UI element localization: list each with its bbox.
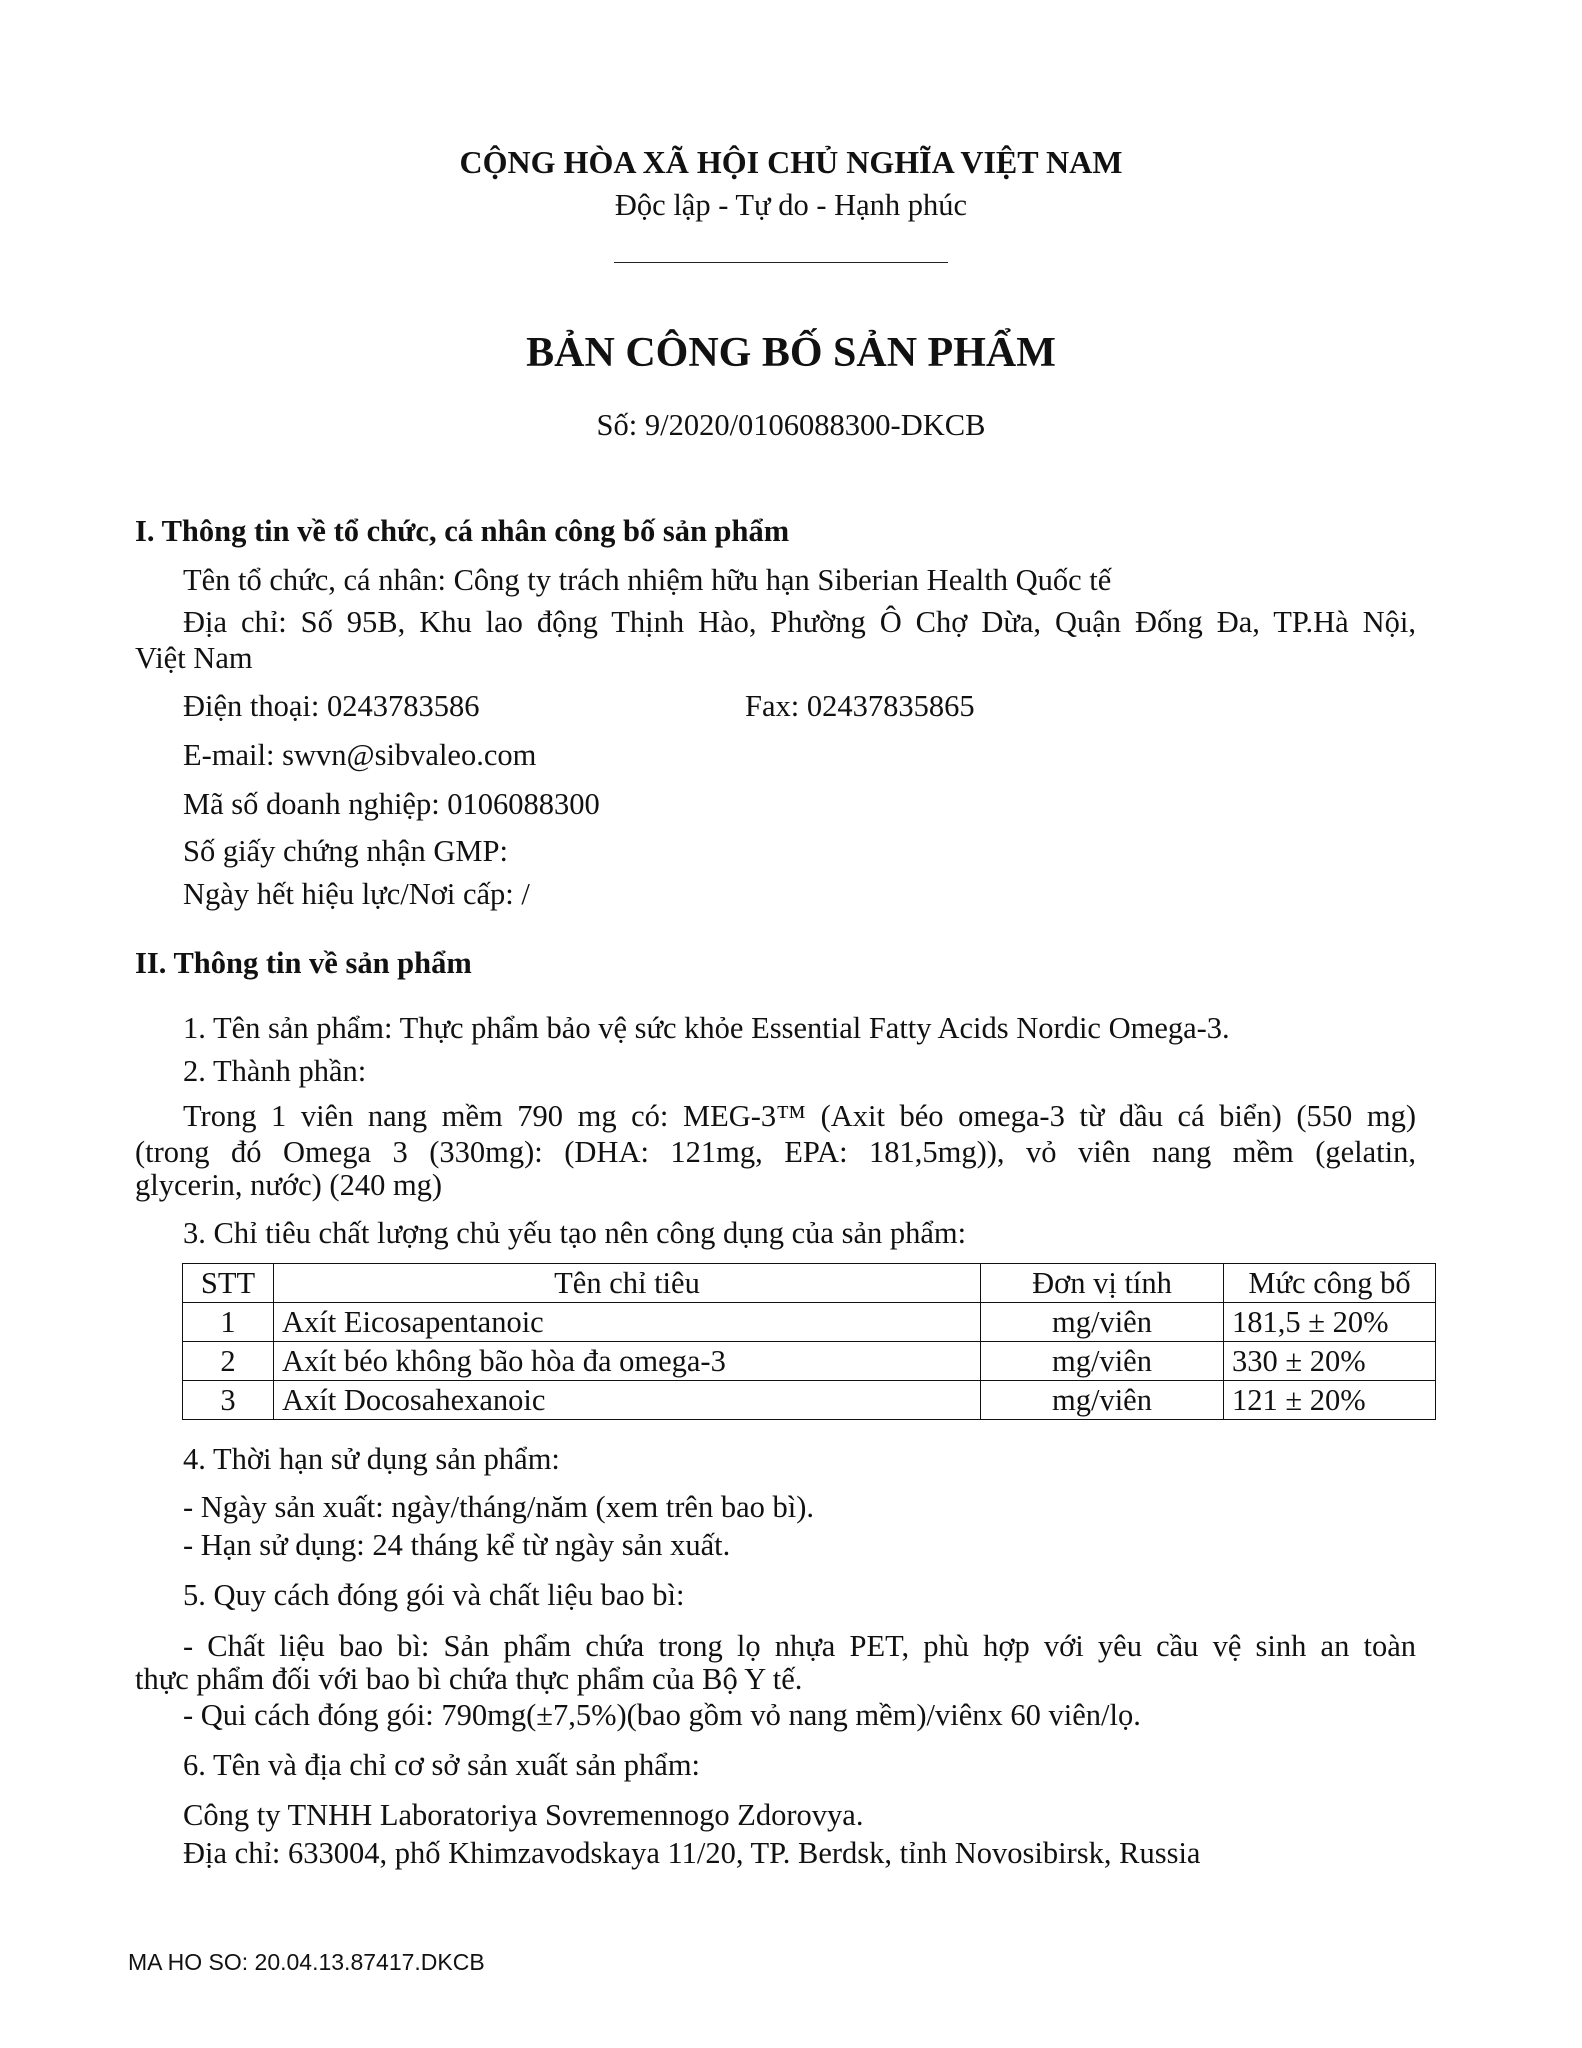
business-code: Mã số doanh nghiệp: 0106088300 [183,787,600,821]
ingredients-line1: Trong 1 viên nang mềm 790 mg có: MEG-3™ (Axit béo omega-3 từ dầu cá biển) (550 mg) [183,1099,1416,1133]
table-header-row [183,1264,1436,1303]
org-name: Tên tổ chức, cá nhân: Công ty trách nhiệm hữu hạn Siberian Health Quốc tế [183,563,1112,597]
section-2-heading: II. Thông tin về sản phẩm [135,946,472,980]
cell-declared-level: 121 ± 20% [1224,1381,1436,1420]
dossier-code: MA HO SO: 20.04.13.87417.DKCB [128,1949,485,1975]
col-header-stt: STT [183,1264,274,1303]
national-title: CỘNG HÒA XÃ HỘI CHỦ NGHĨA VIỆT NAM [459,144,1123,180]
table-row [183,1381,1436,1420]
ingredients-line3: glycerin, nước) (240 mg) [135,1168,443,1202]
org-phone: Điện thoại: 0243783586 [183,689,480,723]
cell-declared-level: 330 ± 20% [1224,1342,1436,1381]
gmp-certificate: Số giấy chứng nhận GMP: [183,834,508,868]
quality-criteria-table [182,1263,1436,1420]
cell-criteria: Axít béo không bão hòa đa omega-3 [274,1342,981,1381]
cell-stt: 2 [183,1342,274,1381]
shelf-life-heading: 4. Thời hạn sử dụng sản phẩm: [183,1442,560,1476]
packaging-spec: - Qui cách đóng gói: 790mg(±7,5%)(bao gồm vỏ nang mềm)/viênx 60 viên/lọ. [183,1698,1141,1732]
packaging-material-line1: - Chất liệu bao bì: Sản phẩm chứa trong lọ nhựa PET, phù hợp với yêu cầu vệ sinh an toàn [183,1629,1416,1663]
cell-criteria: Axít Eicosapentanoic [274,1303,981,1342]
org-email: E-mail: swvn@sibvaleo.com [183,738,537,772]
header-divider [614,262,948,263]
cell-stt: 1 [183,1303,274,1342]
packaging-material-line2: thực phẩm đối với bao bì chứa thực phẩm của Bộ Y tế. [135,1662,803,1696]
table-row [183,1303,1436,1342]
shelf-life: - Hạn sử dụng: 24 tháng kể từ ngày sản xuất. [183,1528,731,1562]
quality-criteria-heading: 3. Chỉ tiêu chất lượng chủ yếu tạo nên công dụng của sản phẩm: [183,1216,967,1250]
col-header-unit: Đơn vị tính [981,1264,1224,1303]
org-address-line1: Địa chỉ: Số 95B, Khu lao động Thịnh Hào, Phường Ô Chợ Dừa, Quận Đống Đa, TP.Hà Nội, [183,605,1416,639]
expiry-issuer: Ngày hết hiệu lực/Nơi cấp: / [183,877,530,911]
manufacturing-date: - Ngày sản xuất: ngày/tháng/năm (xem trên bao bì). [183,1490,814,1524]
document-title: BẢN CÔNG BỐ SẢN PHẨM [526,330,1056,376]
section-1-heading: I. Thông tin về tổ chức, cá nhân công bố sản phẩm [135,514,790,548]
document-number: Số: 9/2020/0106088300-DKCB [596,408,986,442]
cell-criteria: Axít Docosahexanoic [274,1381,981,1420]
manufacturer-name: Công ty TNHH Laboratoriya Sovremennogo Zdorovya. [183,1798,864,1832]
org-fax: Fax: 02437835865 [745,689,975,723]
cell-unit: mg/viên [981,1342,1224,1381]
org-address-line2: Việt Nam [135,641,253,675]
ingredients-line2: (trong đó Omega 3 (330mg): (DHA: 121mg, EPA: 181,5mg)), vỏ viên nang mềm (gelatin, [135,1135,1416,1169]
table-row [183,1342,1436,1381]
cell-stt: 3 [183,1381,274,1420]
manufacturer-address: Địa chỉ: 633004, phố Khimzavodskaya 11/20, TP. Berdsk, tỉnh Novosibirsk, Russia [183,1836,1201,1870]
packaging-heading: 5. Quy cách đóng gói và chất liệu bao bì: [183,1578,685,1612]
cell-declared-level: 181,5 ± 20% [1224,1303,1436,1342]
col-header-criteria: Tên chỉ tiêu [274,1264,981,1303]
ingredients-heading: 2. Thành phần: [183,1054,367,1088]
national-motto: Độc lập - Tự do - Hạnh phúc [614,188,968,222]
cell-unit: mg/viên [981,1303,1224,1342]
product-name: 1. Tên sản phẩm: Thực phẩm bảo vệ sức khỏe Essential Fatty Acids Nordic Omega-3. [183,1011,1230,1045]
col-header-declared-level: Mức công bố [1224,1264,1436,1303]
manufacturer-heading: 6. Tên và địa chỉ cơ sở sản xuất sản phẩm: [183,1748,701,1782]
cell-unit: mg/viên [981,1381,1224,1420]
